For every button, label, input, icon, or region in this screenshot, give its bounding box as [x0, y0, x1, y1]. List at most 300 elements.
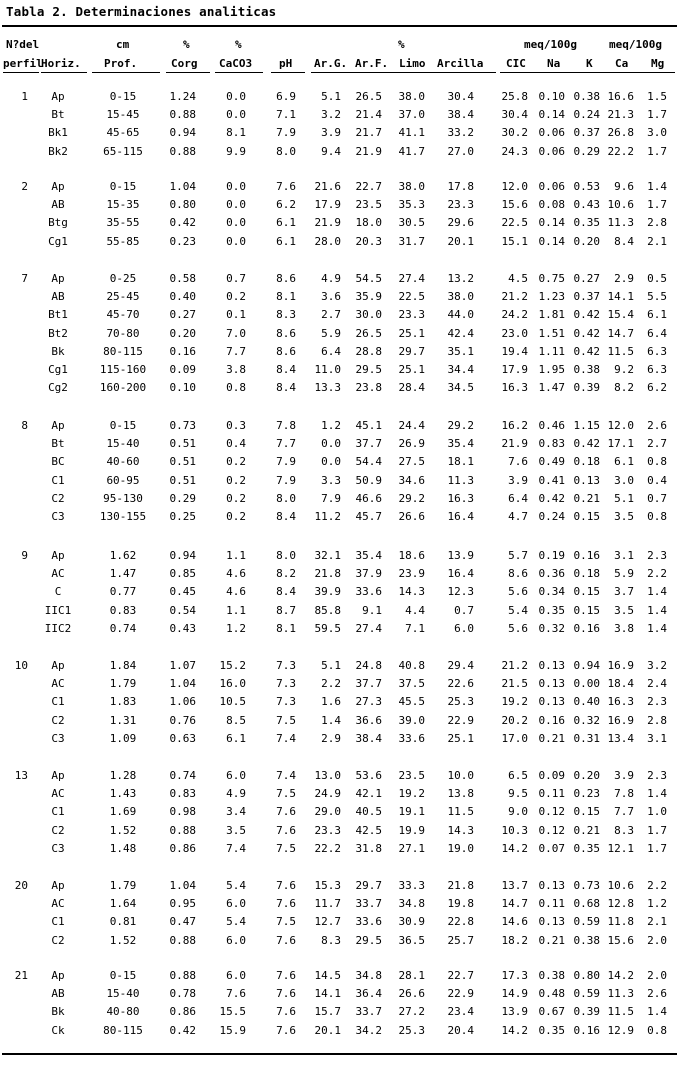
cell-corg: 0.83	[169, 787, 196, 801]
cell-horizonte: C3	[51, 841, 65, 855]
cell-mg: 2.2	[647, 567, 667, 581]
table-row	[0, 549, 679, 565]
header-pct-texture: %	[398, 38, 405, 51]
cell-horizonte: AB	[51, 290, 65, 304]
cell-ph: 7.6	[276, 1005, 296, 1019]
cell-k: 0.59	[573, 987, 600, 1001]
cell-corg: 0.74	[169, 769, 196, 782]
cell-horizonte: Ap	[51, 659, 65, 672]
cell-caco3: 8.1	[226, 126, 246, 140]
cell-limo: 33.3	[398, 879, 425, 892]
cell-caco3: 0.2	[226, 473, 246, 487]
cell-prof: 0-25	[109, 272, 137, 285]
cell-caco3: 0.0	[226, 198, 246, 212]
cell-mg: 1.4	[647, 603, 667, 617]
cell-mg: 0.8	[647, 510, 667, 523]
cell-corg: 0.54	[169, 603, 196, 617]
cell-prof: 1.69	[109, 805, 137, 819]
cell-ph: 8.1	[276, 621, 296, 635]
cell-caco3: 6.1	[226, 731, 246, 745]
cell-arf: 29.5	[355, 933, 382, 947]
table-row	[0, 327, 679, 343]
cell-k: 0.18	[573, 455, 600, 469]
cell-ca: 12.1	[607, 841, 634, 855]
cell-horizonte: Bt2	[48, 326, 68, 340]
cell-prof: 1.83	[109, 695, 137, 709]
cell-arf: 21.7	[355, 126, 382, 140]
cell-caco3: 0.2	[226, 455, 246, 469]
top-rule	[2, 25, 677, 27]
cell-na: 0.16	[538, 713, 565, 727]
header-corg: Corg	[171, 57, 198, 70]
cell-arf: 30.0	[355, 308, 382, 322]
table-row	[0, 1005, 679, 1021]
cell-limo: 30.9	[398, 915, 425, 929]
cell-limo: 25.3	[398, 1023, 425, 1037]
cell-arcilla: 21.8	[447, 879, 474, 892]
cell-cic: 5.6	[508, 585, 528, 599]
cell-na: 0.32	[538, 621, 565, 635]
cell-cic: 4.7	[508, 510, 528, 523]
cell-ph: 7.9	[276, 126, 296, 140]
cell-prof: 45-65	[106, 126, 140, 140]
header-na: Na	[547, 57, 561, 70]
cell-caco3: 7.6	[226, 987, 246, 1001]
cell-limo: 28.1	[398, 969, 425, 982]
cell-cic: 17.3	[501, 969, 528, 982]
cell-arcilla: 22.7	[447, 969, 474, 982]
cell-na: 1.11	[538, 344, 565, 358]
cell-horizonte: Bk	[51, 1005, 65, 1019]
cell-arg: 32.1	[314, 549, 341, 562]
cell-caco3: 5.4	[226, 915, 246, 929]
cell-arg: 11.2	[314, 510, 341, 523]
table-row	[0, 842, 679, 858]
cell-limo: 26.9	[398, 437, 425, 451]
cell-horizonte: IIC1	[44, 603, 72, 617]
cell-cic: 3.9	[508, 473, 528, 487]
cell-k: 0.53	[573, 180, 600, 193]
cell-prof: 35-55	[106, 216, 140, 230]
cell-limo: 35.3	[398, 198, 425, 212]
cell-cic: 25.8	[501, 90, 528, 103]
cell-na: 1.47	[538, 381, 565, 395]
cell-prof: 160-200	[99, 381, 147, 395]
cell-k: 0.35	[573, 216, 600, 230]
cell-arf: 40.5	[355, 805, 382, 819]
cell-arg: 1.2	[321, 419, 341, 432]
cell-arcilla: 30.4	[447, 90, 474, 103]
cell-na: 0.75	[538, 272, 565, 285]
cell-caco3: 15.9	[219, 1023, 246, 1037]
cell-na: 0.67	[538, 1005, 565, 1019]
cell-caco3: 7.7	[226, 344, 246, 358]
header-caco3: CaCO3	[219, 57, 253, 70]
cell-perfil: 21	[14, 969, 28, 982]
cell-ca: 8.4	[614, 234, 634, 248]
cell-mg: 0.8	[647, 1023, 667, 1037]
cell-k: 0.42	[573, 326, 600, 340]
cell-k: 0.29	[573, 144, 600, 158]
cell-horizonte: Ap	[51, 90, 65, 103]
cell-prof: 0.74	[109, 621, 137, 635]
cell-arcilla: 25.7	[447, 933, 474, 947]
cell-corg: 0.86	[169, 841, 196, 855]
cell-limo: 45.5	[398, 695, 425, 709]
cell-arf: 28.8	[355, 344, 382, 358]
cell-limo: 27.2	[398, 1005, 425, 1019]
cell-arf: 27.4	[355, 621, 382, 635]
cell-k: 0.42	[573, 308, 600, 322]
cell-cic: 16.2	[501, 419, 528, 432]
cell-arcilla: 20.4	[447, 1023, 474, 1037]
cell-caco3: 3.4	[226, 805, 246, 819]
cell-mg: 6.3	[647, 363, 667, 376]
cell-arg: 12.7	[314, 915, 341, 929]
cell-limo: 24.4	[398, 419, 425, 432]
table-title: Tabla 2. Determinaciones analiticas	[6, 4, 277, 19]
cell-arf: 9.1	[362, 603, 382, 617]
cell-corg: 0.88	[169, 933, 196, 947]
cell-mg: 2.3	[647, 695, 667, 709]
cell-k: 0.16	[573, 621, 600, 635]
cell-ph: 7.6	[276, 987, 296, 1001]
cell-ca: 16.3	[607, 695, 634, 709]
cell-arf: 20.3	[355, 234, 382, 248]
cell-arg: 9.4	[321, 144, 341, 158]
cell-cic: 14.7	[501, 897, 528, 911]
cell-k: 0.39	[573, 1005, 600, 1019]
cell-caco3: 15.2	[219, 659, 246, 672]
cell-arcilla: 34.4	[447, 363, 474, 376]
cell-horizonte: AC	[51, 787, 65, 801]
cell-caco3: 0.2	[226, 290, 246, 304]
cell-horizonte: Ap	[51, 549, 65, 562]
cell-arg: 8.3	[321, 933, 341, 947]
cell-arf: 36.4	[355, 987, 382, 1001]
header-underline	[311, 72, 496, 73]
table-row	[0, 659, 679, 675]
cell-limo: 25.1	[398, 363, 425, 376]
cell-corg: 0.09	[169, 363, 196, 376]
cell-corg: 0.10	[169, 381, 196, 395]
cell-limo: 39.0	[398, 713, 425, 727]
cell-perfil: 1	[21, 90, 28, 103]
cell-ph: 8.0	[276, 491, 296, 505]
cell-cic: 24.2	[501, 308, 528, 322]
header-k: K	[586, 57, 593, 70]
cell-mg: 3.0	[647, 126, 667, 140]
cell-horizonte: Btg	[48, 216, 68, 230]
cell-na: 0.49	[538, 455, 565, 469]
cell-na: 0.14	[538, 108, 565, 122]
cell-caco3: 15.5	[219, 1005, 246, 1019]
cell-arcilla: 6.0	[454, 621, 474, 635]
cell-cic: 22.5	[501, 216, 528, 230]
cell-ca: 16.9	[607, 713, 634, 727]
cell-ph: 8.0	[276, 144, 296, 158]
header-meq-1: meq/100g	[524, 38, 577, 51]
cell-arg: 21.6	[314, 180, 341, 193]
cell-corg: 0.23	[169, 234, 196, 248]
cell-corg: 0.76	[169, 713, 196, 727]
cell-na: 0.34	[538, 585, 565, 599]
cell-limo: 41.7	[398, 144, 425, 158]
cell-ph: 7.4	[276, 769, 296, 782]
cell-mg: 1.4	[647, 585, 667, 599]
cell-arg: 2.2	[321, 677, 341, 691]
cell-mg: 3.1	[647, 731, 667, 745]
cell-ph: 8.4	[276, 381, 296, 395]
cell-ph: 7.6	[276, 897, 296, 911]
cell-k: 0.35	[573, 841, 600, 855]
cell-ph: 7.6	[276, 180, 296, 193]
cell-mg: 2.8	[647, 713, 667, 727]
cell-mg: 2.6	[647, 419, 667, 432]
cell-arcilla: 22.6	[447, 677, 474, 691]
cell-k: 0.73	[573, 879, 600, 892]
table-row	[0, 732, 679, 748]
cell-cic: 10.3	[501, 823, 528, 837]
cell-limo: 27.4	[398, 272, 425, 285]
cell-ca: 8.2	[614, 381, 634, 395]
cell-na: 0.14	[538, 216, 565, 230]
cell-na: 0.19	[538, 549, 565, 562]
cell-caco3: 6.0	[226, 897, 246, 911]
cell-na: 0.21	[538, 731, 565, 745]
cell-prof: 95-130	[103, 491, 143, 505]
cell-arcilla: 22.8	[447, 915, 474, 929]
cell-k: 0.23	[573, 787, 600, 801]
cell-k: 0.21	[573, 823, 600, 837]
cell-caco3: 4.6	[226, 585, 246, 599]
cell-mg: 5.5	[647, 290, 667, 304]
cell-ca: 3.5	[614, 510, 634, 523]
header-underline	[3, 72, 39, 73]
cell-ca: 21.3	[607, 108, 634, 122]
cell-arf: 50.9	[355, 473, 382, 487]
cell-prof: 0.81	[109, 915, 137, 929]
cell-caco3: 0.0	[226, 90, 246, 103]
cell-arg: 0.0	[321, 437, 341, 451]
cell-ca: 9.6	[614, 180, 634, 193]
cell-arcilla: 16.3	[447, 491, 474, 505]
table-row	[0, 272, 679, 288]
cell-corg: 0.29	[169, 491, 196, 505]
cell-prof: 60-95	[106, 473, 140, 487]
cell-caco3: 0.8	[226, 381, 246, 395]
cell-arg: 1.4	[321, 713, 341, 727]
cell-k: 1.15	[573, 419, 600, 432]
cell-corg: 0.25	[169, 510, 196, 523]
cell-arf: 33.7	[355, 1005, 382, 1019]
cell-limo: 22.5	[398, 290, 425, 304]
cell-cic: 9.0	[508, 805, 528, 819]
cell-ph: 6.2	[276, 198, 296, 212]
cell-ca: 3.1	[614, 549, 634, 562]
table-row	[0, 787, 679, 803]
cell-horizonte: AC	[51, 897, 65, 911]
cell-caco3: 4.9	[226, 787, 246, 801]
cell-arf: 23.8	[355, 381, 382, 395]
cell-cic: 24.3	[501, 144, 528, 158]
cell-ph: 6.9	[276, 90, 296, 103]
table-row	[0, 308, 679, 324]
cell-arcilla: 38.0	[447, 290, 474, 304]
cell-arf: 33.7	[355, 897, 382, 911]
cell-arcilla: 29.2	[447, 419, 474, 432]
cell-arg: 20.1	[314, 1023, 341, 1037]
cell-ca: 18.4	[607, 677, 634, 691]
cell-ph: 8.6	[276, 344, 296, 358]
cell-limo: 28.4	[398, 381, 425, 395]
cell-prof: 0-15	[109, 180, 137, 193]
cell-arg: 21.8	[314, 567, 341, 581]
table-row	[0, 879, 679, 895]
cell-k: 0.24	[573, 108, 600, 122]
cell-limo: 29.2	[398, 491, 425, 505]
cell-arg: 15.3	[314, 879, 341, 892]
cell-cic: 4.5	[508, 272, 528, 285]
table-row	[0, 474, 679, 490]
cell-ph: 7.3	[276, 695, 296, 709]
cell-arf: 46.6	[355, 491, 382, 505]
cell-horizonte: AC	[51, 567, 65, 581]
cell-ca: 13.4	[607, 731, 634, 745]
table-row	[0, 108, 679, 124]
cell-arg: 2.7	[321, 308, 341, 322]
cell-cic: 21.5	[501, 677, 528, 691]
cell-k: 0.39	[573, 381, 600, 395]
cell-caco3: 7.0	[226, 326, 246, 340]
cell-arg: 11.0	[314, 363, 341, 376]
cell-prof: 80-115	[103, 1023, 143, 1037]
cell-arg: 1.6	[321, 695, 341, 709]
cell-horizonte: C	[54, 585, 62, 599]
cell-ph: 8.0	[276, 549, 296, 562]
cell-arg: 5.1	[321, 90, 341, 103]
cell-cic: 17.0	[501, 731, 528, 745]
cell-cic: 5.6	[508, 621, 528, 635]
cell-arcilla: 19.8	[447, 897, 474, 911]
cell-caco3: 0.0	[226, 216, 246, 230]
cell-mg: 1.4	[647, 1005, 667, 1019]
bottom-rule	[2, 1053, 677, 1055]
header-arf: Ar.F.	[355, 57, 389, 70]
cell-cic: 21.9	[501, 437, 528, 451]
cell-horizonte: C3	[51, 731, 65, 745]
cell-arcilla: 13.9	[447, 549, 474, 562]
cell-ph: 8.7	[276, 603, 296, 617]
cell-limo: 37.5	[398, 677, 425, 691]
cell-arg: 13.3	[314, 381, 341, 395]
cell-k: 0.20	[573, 234, 600, 248]
cell-arf: 23.5	[355, 198, 382, 212]
table-row	[0, 695, 679, 711]
cell-corg: 0.98	[169, 805, 196, 819]
cell-horizonte: Bt	[51, 437, 65, 451]
cell-arcilla: 42.4	[447, 326, 474, 340]
cell-mg: 1.7	[647, 108, 667, 122]
cell-ca: 26.8	[607, 126, 634, 140]
cell-mg: 2.6	[647, 987, 667, 1001]
cell-corg: 0.43	[169, 621, 196, 635]
cell-prof: 1.52	[109, 823, 137, 837]
header-underline	[92, 72, 160, 73]
cell-limo: 27.1	[398, 841, 425, 855]
cell-arcilla: 22.9	[447, 713, 474, 727]
cell-arg: 17.9	[314, 198, 341, 212]
cell-limo: 4.4	[405, 603, 425, 617]
cell-na: 0.12	[538, 823, 565, 837]
table-row	[0, 492, 679, 508]
cell-limo: 23.9	[398, 567, 425, 581]
cell-arcilla: 20.1	[447, 234, 474, 248]
cell-cic: 14.2	[501, 1023, 528, 1037]
cell-corg: 0.88	[169, 969, 196, 982]
cell-arcilla: 11.5	[447, 805, 474, 819]
table-row	[0, 1024, 679, 1040]
cell-na: 0.12	[538, 805, 565, 819]
cell-ph: 8.6	[276, 326, 296, 340]
header-underline	[215, 72, 263, 73]
header-nperfil: N?del	[6, 38, 40, 51]
cell-prof: 1.43	[109, 787, 137, 801]
cell-prof: 1.52	[109, 933, 137, 947]
cell-k: 0.42	[573, 437, 600, 451]
cell-arf: 34.8	[355, 969, 382, 982]
cell-arg: 2.9	[321, 731, 341, 745]
cell-ca: 14.2	[607, 969, 634, 982]
cell-mg: 6.4	[647, 326, 667, 340]
cell-horizonte: AB	[51, 987, 65, 1001]
cell-prof: 1.64	[109, 897, 137, 911]
cell-k: 0.42	[573, 344, 600, 358]
cell-caco3: 6.0	[226, 769, 246, 782]
cell-limo: 26.6	[398, 987, 425, 1001]
cell-cic: 15.6	[501, 198, 528, 212]
cell-corg: 0.78	[169, 987, 196, 1001]
table-row	[0, 363, 679, 379]
header-underline	[41, 72, 87, 73]
cell-ca: 16.9	[607, 659, 634, 672]
cell-corg: 0.42	[169, 1023, 196, 1037]
cell-k: 0.40	[573, 695, 600, 709]
cell-prof: 40-80	[106, 1005, 140, 1019]
cell-arcilla: 34.5	[447, 381, 474, 395]
cell-arg: 28.0	[314, 234, 341, 248]
header-cic: CIC	[506, 57, 526, 70]
cell-ph: 8.6	[276, 272, 296, 285]
cell-horizonte: C1	[51, 805, 65, 819]
cell-corg: 0.94	[169, 126, 196, 140]
cell-ph: 8.4	[276, 363, 296, 376]
cell-horizonte: Ap	[51, 969, 65, 982]
cell-arf: 42.1	[355, 787, 382, 801]
cell-limo: 26.6	[398, 510, 425, 523]
cell-prof: 15-35	[106, 198, 140, 212]
cell-ca: 11.3	[607, 987, 634, 1001]
cell-caco3: 0.4	[226, 437, 246, 451]
cell-arcilla: 23.4	[447, 1005, 474, 1019]
cell-mg: 1.7	[647, 198, 667, 212]
cell-arf: 45.7	[355, 510, 382, 523]
cell-na: 0.46	[538, 419, 565, 432]
cell-arg: 23.3	[314, 823, 341, 837]
cell-k: 0.32	[573, 713, 600, 727]
cell-ph: 7.9	[276, 473, 296, 487]
cell-na: 0.07	[538, 841, 565, 855]
